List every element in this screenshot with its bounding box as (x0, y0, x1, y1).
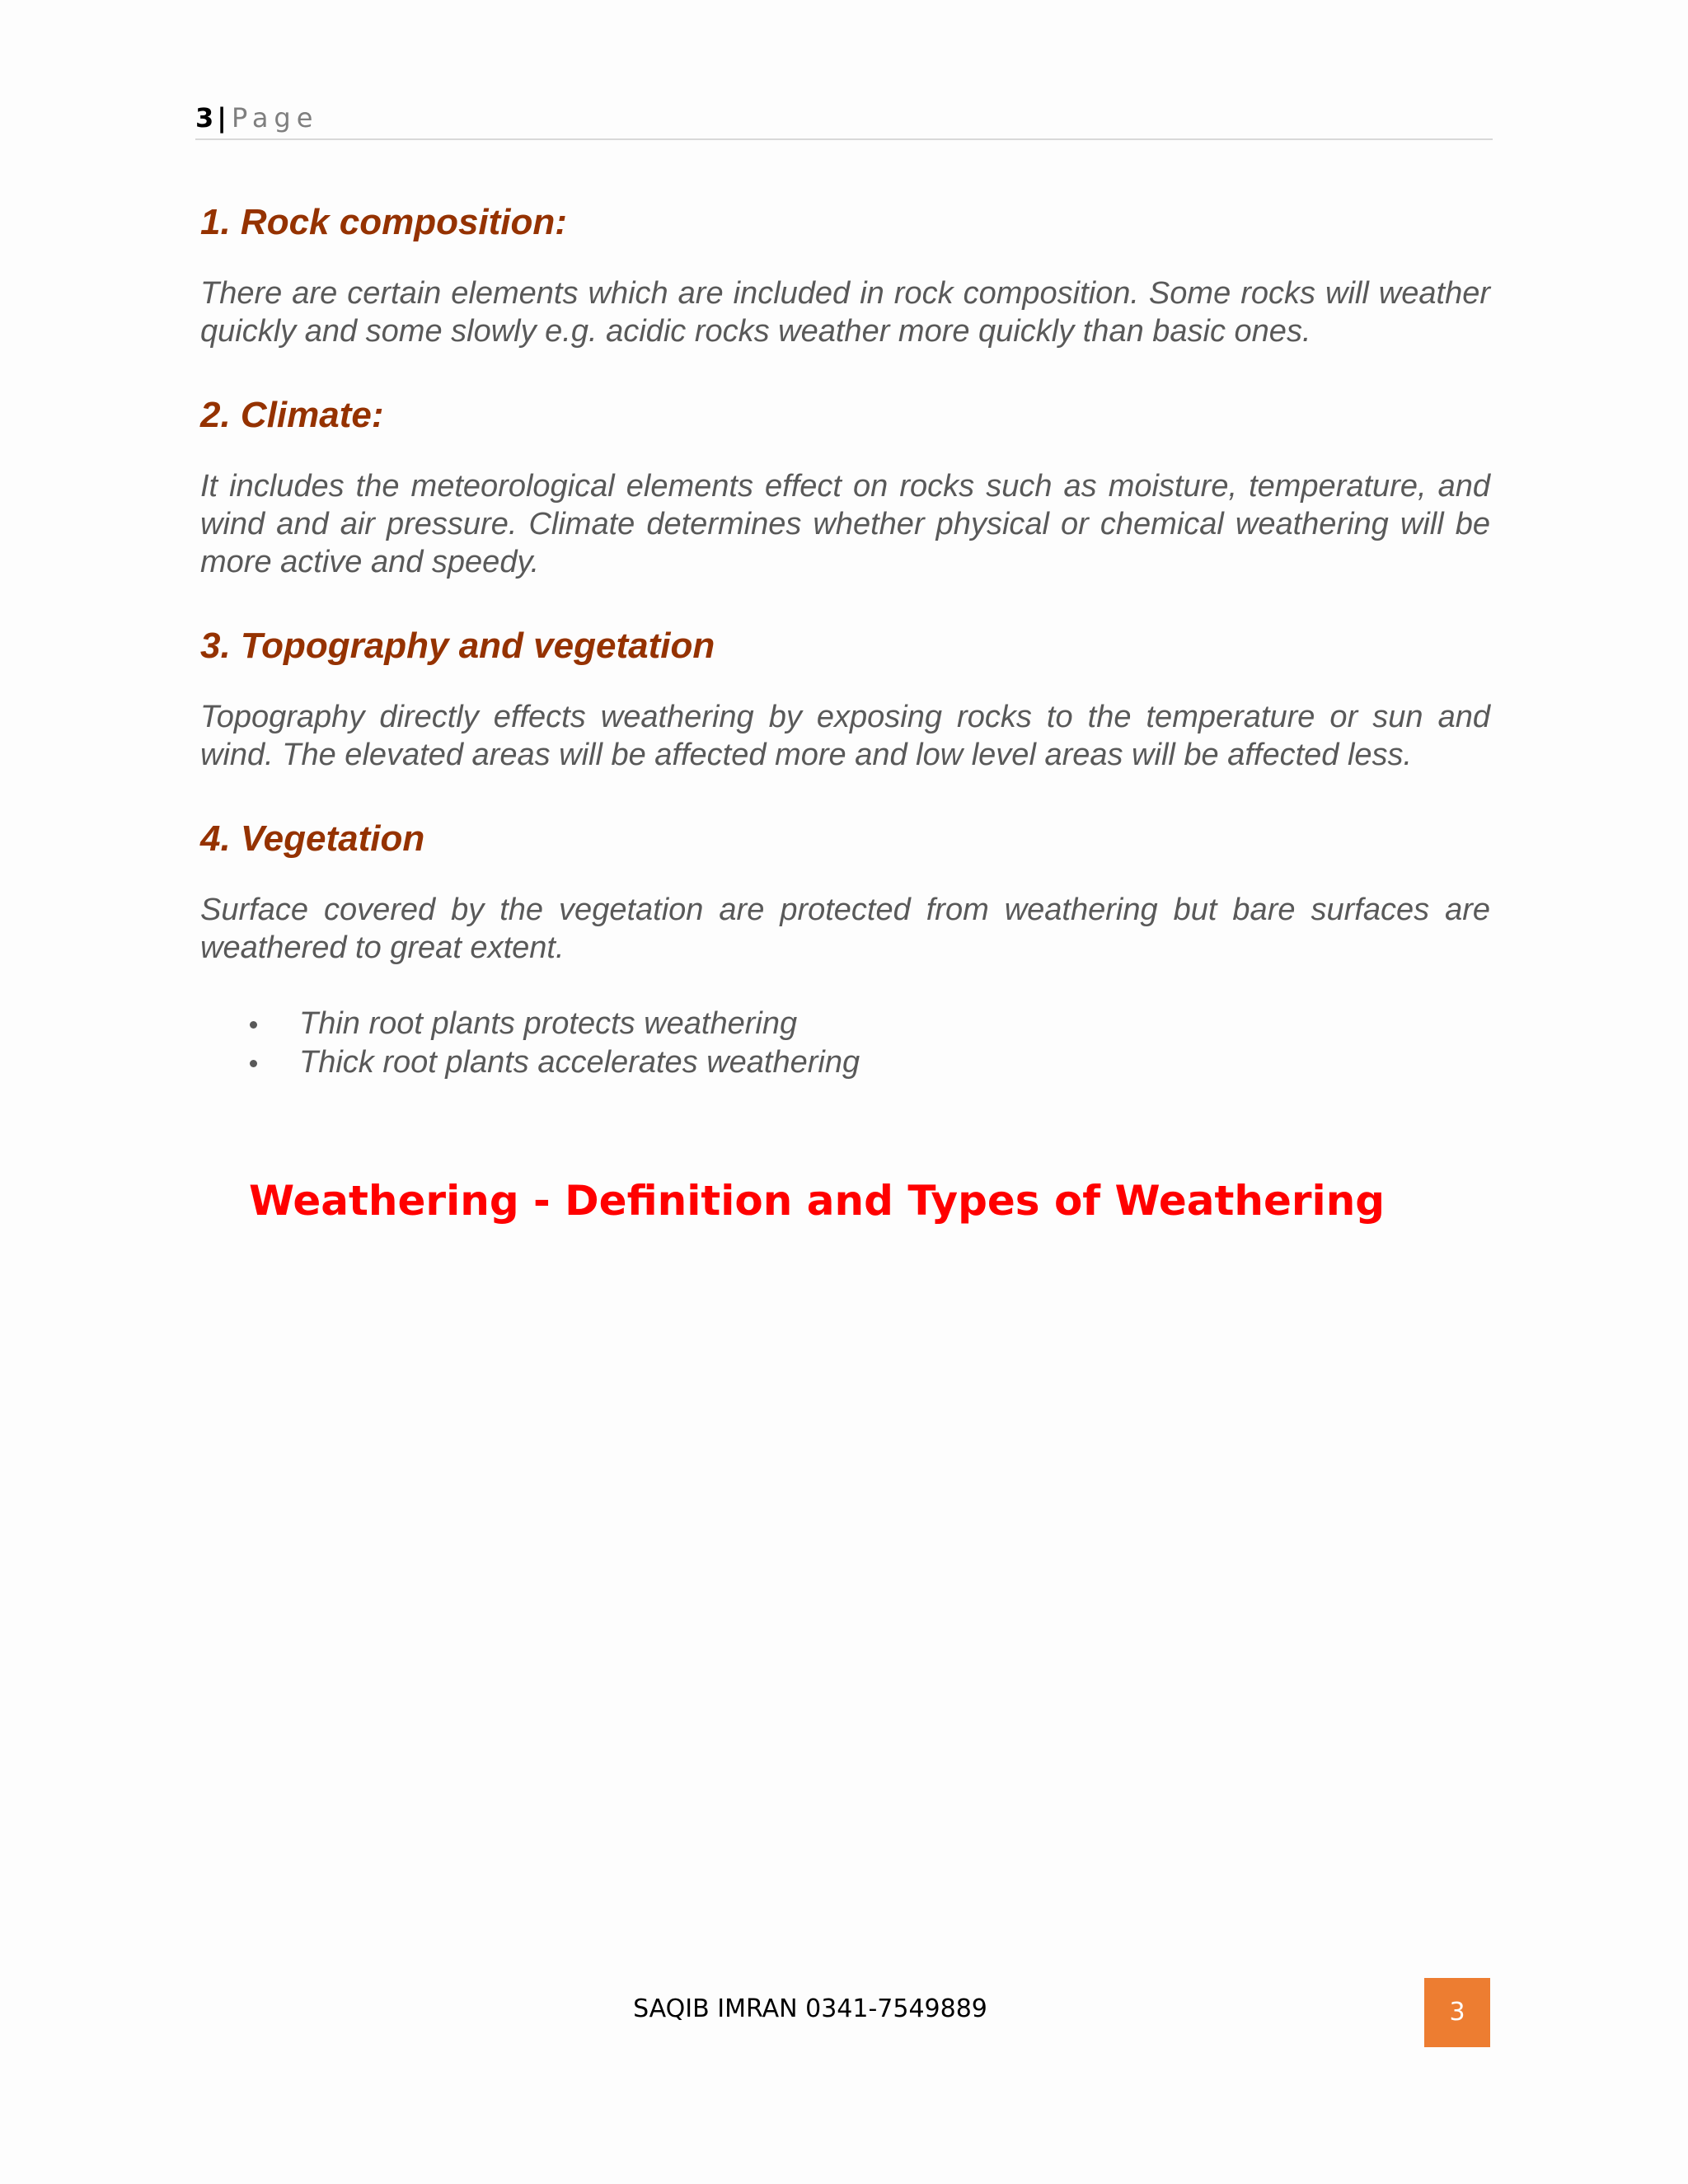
section-heading-rock-composition: 1. Rock composition: (200, 202, 567, 242)
section-heading-vegetation: 4. Vegetation (200, 818, 425, 859)
header-page-word: Page (231, 102, 319, 134)
section-heading-topography: 3. Topography and vegetation (200, 626, 715, 666)
document-body (200, 194, 1490, 1082)
section-text-vegetation: Surface covered by the vegetation are protected from weathering but bare surfaces are weathered to great extent. (200, 893, 1490, 965)
page-header (195, 97, 1493, 140)
bullet-text: Thick root plants accelerates weathering (299, 1045, 860, 1080)
section-text-rock-composition: There are certain elements which are included in rock composition. Some rocks will weather quickly and some slowly e.g. acidic rocks weather more quickly than basic ones. (200, 276, 1490, 349)
section-text-topography: Topography directly effects weathering by exposing rocks to the temperature or sun and wind. The elevated areas will be affected more and low level areas will be affected less. (200, 700, 1490, 772)
list-item (200, 1005, 1490, 1043)
bullet-list (200, 1005, 1490, 1082)
section-title: Weathering - Definition and Types of Weathering (249, 1177, 1386, 1225)
bullet-dot-icon (250, 1021, 257, 1029)
list-item (200, 1043, 1490, 1082)
header-separator: | (217, 102, 227, 134)
footer-author: SAQIB IMRAN 0341-7549889 (633, 1994, 987, 2023)
footer-page-number-box: 3 (1424, 1978, 1490, 2047)
section-heading-climate: 2. Climate: (200, 395, 384, 435)
section-text-climate: It includes the meteorological elements effect on rocks such as moisture, temperature, and wind and air pressure. Climate determines whether physical or chemical weathering will be more active and speedy. (200, 469, 1490, 579)
header-page-number: 3 (195, 102, 214, 134)
bullet-dot-icon (250, 1060, 257, 1067)
bullet-text: Thin root plants protects weathering (299, 1006, 798, 1041)
